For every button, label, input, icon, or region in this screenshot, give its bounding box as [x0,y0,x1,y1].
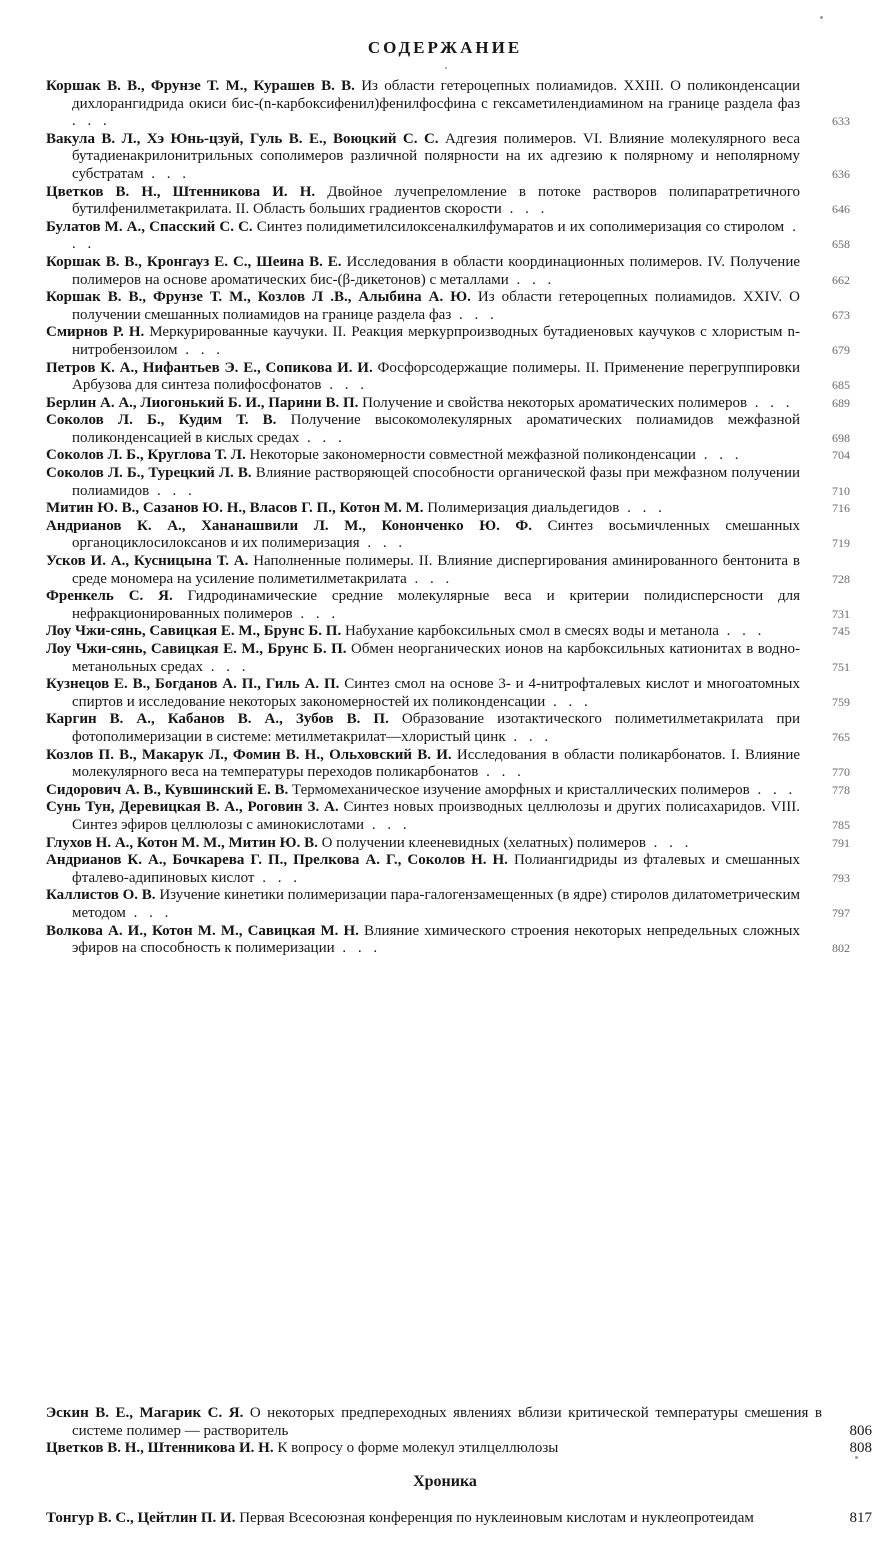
entry-authors: Эскин В. Е., Магарик С. Я. [46,1405,244,1421]
toc-entry [46,254,850,289]
entry-authors: Каллистов О. В. [46,887,156,904]
toc-entry-text [46,553,800,588]
entry-page-number: 791 [832,835,850,850]
toc-entry-text [46,324,800,359]
dot-leader: . . . [72,218,801,253]
entry-title: Получение и свойства некоторых ароматических полимеров [362,394,748,411]
dot-leader: . . . [406,570,454,587]
toc-entry-text [46,1510,822,1528]
entry-title: Исследования в области поликарбонатов. I. Влияние молекулярного веса на температуры переходов поликарбонатов [72,746,800,781]
dot-leader: . . . [321,377,368,394]
entry-authors: Соколов Л. Б., Кудим Т. В. [46,412,277,429]
toc-entry [46,360,850,395]
entry-page-number: 745 [832,624,850,639]
toc-entry [46,78,850,131]
entry-page-number: 716 [832,501,850,516]
toc-entry-text [46,887,800,922]
entry-page-number: 765 [832,729,850,744]
entry-page-number: 646 [832,202,850,217]
dot-leader: . . . [254,869,301,886]
entry-page-number: 689 [832,395,850,410]
toc-entry [46,1440,872,1458]
toc-entry [46,219,850,254]
entry-page-number: 658 [832,237,850,252]
entry-title: Набухание карбоксильных смол в смесях воды и метанола [344,623,719,640]
entry-authors: Цветков В. Н., Штенникова И. Н. [46,183,316,200]
toc-entry [46,184,850,219]
entry-title: О некоторых предпереходных явлениях вблизи критической температуры смешения в системе полимер — растворитель [72,1405,823,1439]
toc-entry-text [46,923,800,958]
toc-entry-text [46,78,800,131]
dot-leader: . . . [451,306,498,323]
toc-entry [46,395,850,413]
chronicle-heading: Хроника [413,1473,477,1490]
toc-entry-text [46,219,800,254]
letters-list [46,1405,872,1458]
toc-entry-text [46,835,800,853]
entry-title: Адгезия полимеров. VI. Влияние молекулярного веса бутадиенакрилонитрильных сополимеров различной полярности на их адгезию к полярному и неполярному субстратам [72,130,800,182]
toc-entry [46,289,850,324]
toc-entry-text [46,782,800,800]
toc-entry-text [46,254,800,289]
toc-entry-text [46,641,800,676]
entry-page-number: 636 [832,166,850,181]
toc-entry [46,747,850,782]
dot-leader: . . . [749,781,797,798]
entry-page-number: 728 [832,571,850,586]
entry-page-number: 778 [832,782,850,797]
entry-authors: Тонгур В. С., Цейтлин П. И. [46,1510,236,1526]
entry-authors: Булатов М. А., Спасский С. С. [46,218,253,235]
entry-title: Образование изотактического полиметилметакрилата при фотополимеризации в системе: метилметакрилат—хлористый цинк [72,711,801,745]
toc-entry [46,131,850,184]
dot-leader: . . . [718,623,766,640]
entry-authors: Соколов Л. Б., Круглова Т. Л. [46,447,246,464]
toc-entry [46,500,850,518]
toc-entry [46,852,850,887]
dot-leader: . . . [545,693,592,710]
dot-leader: . . . [478,764,525,781]
entry-authors: Усков И. А., Кусницына Т. А. [46,553,249,570]
entry-title: Некоторые закономерности совместной межфазной поликонденсации [249,447,696,464]
scan-speck [445,67,447,69]
dot-leader: . . . [501,201,549,218]
entry-title: Термомеханическое изучение аморфных и кристаллических полимеров [291,781,750,798]
entry-authors: Берлин А. А., Лиогонький Б. И., Парини В. П. [46,394,359,411]
page-title: СОДЕРЖАНИЕ [367,38,523,57]
toc-entry [46,412,850,447]
entry-authors: Андрианов К. А., Бочкарева Г. П., Прелкова А. Г., Соколов Н. Н. [46,852,508,869]
dot-leader: . . . [149,482,196,499]
entry-authors: Коршак В. В., Фрунзе Т. М., Курашев В. В. [46,78,355,94]
toc-entry [46,518,850,553]
entry-page-number: 751 [832,659,850,674]
toc-entry-text [46,184,800,219]
dot-leader: . . . [143,165,190,182]
entry-title: Обмен неорганических ионов на карбоксильных катионитах в водно-метанольных средах [72,641,800,675]
entry-page-number: 719 [832,536,850,551]
dot-leader: . . . [619,500,666,517]
entry-authors: Волкова А. И., Котон М. М., Савицкая М. Н. [46,922,359,939]
entry-page-number: 731 [832,606,850,621]
scan-speck [820,16,823,19]
toc-entry-text [46,360,800,395]
toc-entry [46,676,850,711]
entry-authors: Лоу Чжи-сянь, Савицкая Е. М., Брунс Б. П. [46,641,347,657]
dot-leader: . . . [747,394,794,411]
toc-entry-text [46,500,800,518]
entry-authors: Коршак В. В., Кронгауз Е. С., Шеина В. Е. [46,253,342,270]
toc-entry [46,465,850,500]
toc-entry [46,782,850,800]
entry-title: Фосфорсодержащие полимеры. II. Применение перегруппировки Арбузова для синтеза полифосфонатов [72,359,800,394]
toc-entry-text [46,518,800,553]
entry-page-number: 633 [832,114,850,129]
dot-leader: . . . [695,447,743,464]
entry-page-number: 759 [832,694,850,709]
dot-leader: . . . [177,341,224,358]
entry-title: Получение высокомолекулярных ароматических полиамидов межфазной поликонденсацией в кислых средах [72,412,800,446]
toc-entry-text [46,465,800,500]
entry-title: О получении клееневидных (хелатных) полимеров [321,834,646,851]
entry-page-number: 673 [832,307,850,322]
entry-title: Из области гетероцепных полиамидов. XXIV. О получении смешанных полиамидов на границе раздела фаз [72,289,801,323]
entry-page-number: 806 [849,1422,872,1439]
entry-page-number: 793 [832,870,850,885]
toc-entry [46,835,850,853]
toc-entry-text [46,623,800,641]
entry-title: Синтез восьмичленных смешанных органоциклосилоксанов и их полимеризация [72,517,800,552]
entry-authors: Митин Ю. В., Сазанов Ю. Н., Власов Г. П., Котон М. М. [46,500,424,517]
scan-speck [855,1456,858,1459]
entry-page-number: 662 [832,272,850,287]
toc-entry [46,447,850,465]
entry-title: Двойное лучепреломление в потоке растворов полипаратретичного бутилфенилметакрилата. II. Область больших градиентов скорости [72,183,800,218]
toc-entry [46,588,850,623]
entry-title: Синтез смол на основе 3- и 4-нитрофталевых кислот и многоатомных спиртов и исследование некоторых закономерностей их поликонденсации [72,676,801,710]
entry-page-number: 685 [832,378,850,393]
contents-list [46,78,850,958]
toc-entry [46,1405,872,1440]
entry-page-number: 808 [849,1440,872,1457]
entry-page-number: 679 [832,342,850,357]
entry-title: Влияние растворяющей способности органической фазы при межфазном получении полиамидов [72,465,801,499]
entry-title: К вопросу о форме молекул этилцеллюлозы [277,1440,559,1457]
entry-title: Первая Всесоюзная конференция по нуклеиновым кислотам и нуклеопротеидам [239,1510,754,1526]
entry-title: Полимеризация диальдегидов [427,500,620,517]
entry-authors: Лоу Чжи-сянь, Савицкая Е. М., Брунс Б. П. [46,623,342,640]
toc-entry [46,324,850,359]
toc-entry-text [46,1405,822,1440]
toc-entry [46,1510,872,1528]
entry-title: Синтез полидиметилсилоксеналкилфумаратов и их сополимеризация со стиролом [256,218,785,235]
entry-authors: Коршак В. В., Фрунзе Т. М., Козлов Л .В., Алыбина А. Ю. [46,289,471,306]
toc-entry-text [46,131,800,184]
entry-authors: Козлов П. В., Макарук Л., Фомин В. Н., Ольховский В. И. [46,746,452,763]
entry-authors: Френкель С. Я. [46,588,173,605]
entry-authors: Сунь Тун, Деревицкая В. А., Роговин З. А. [46,799,339,816]
dot-leader: . . . [645,834,693,851]
entry-page-number: 710 [832,483,850,498]
toc-entry-text [46,588,800,623]
dot-leader: . . . [334,940,382,957]
dot-leader: . . . [292,605,340,622]
toc-entry-text [46,1440,822,1458]
toc-entry [46,553,850,588]
dot-leader: . . . [202,658,250,675]
toc-entry-text [46,447,800,465]
entry-title: Наполненные полимеры. II. Влияние диспергирования аминированного бентонита в среде мономера на усиление полиметилметакрилата [72,553,800,587]
entry-authors: Андрианов К. А., Хананашвили Л. М., Кононченко Ю. Ф. [46,517,533,534]
toc-entry-text [46,289,800,324]
entry-title: Влияние химического строения некоторых непредельных сложных эфиров на способность к полимеризации [72,922,800,957]
dot-leader: . . . [299,429,346,446]
toc-entry [46,923,850,958]
entry-authors: Соколов Л. Б., Турецкий Л. В. [46,465,252,482]
toc-entry-text [46,395,800,413]
toc-entry-text [46,412,800,447]
entry-authors: Цветков В. Н., Штенникова И. Н. [46,1440,274,1457]
toc-entry-text [46,676,800,711]
entry-title: Гидродинамические средние молекулярные веса и критерии полидисперсности для нефракционированных полимеров [72,588,801,622]
dot-leader: . . . [125,904,173,921]
entry-page-number: 704 [832,448,850,463]
entry-page-number: 770 [832,765,850,780]
dot-leader: . . . [505,728,553,745]
toc-entry-text [46,799,800,834]
toc-entry [46,711,850,746]
entry-authors: Сидорович А. В., Кувшинский Е. В. [46,781,289,798]
toc-entry [46,623,850,641]
dot-leader: . . . [359,535,407,552]
toc-entry [46,641,850,676]
entry-authors: Вакула В. Л., Хэ Юнь-цзуй, Гуль В. Е., Воюцкий С. С. [46,130,439,147]
entry-title: Меркурированные каучуки. II. Реакция меркурпроизводных бутадиеновых каучуков с хлористым n-нитробензоилом [72,324,801,358]
entry-authors: Смирнов Р. Н. [46,324,145,341]
chronicle-list [46,1510,872,1528]
toc-entry [46,799,850,834]
entry-title: Из области гетероцепных полиамидов. XXIII. О поликонденсации дихлорангидрида окиси бис-(n-карбоксифенил)фенилфосфина с гексаметилендиамином на границе раздела фаз [72,78,800,112]
entry-page-number: 797 [832,905,850,920]
entry-title: Исследования в области координационных полимеров. IV. Получение полимеров на основе ароматических бис-(β-дикетонов) с металлами [72,253,800,288]
toc-entry-text [46,747,800,782]
entry-title: Синтез новых производных целлюлозы и других полисахаридов. VIII. Синтез эфиров целлюлозы с аминокислотами [72,799,801,833]
dot-leader: . . . [364,816,411,833]
toc-entry-text [46,711,800,746]
entry-authors: Кузнецов Е. В., Богданов А. П., Гиль А. П. [46,676,340,693]
entry-page-number: 817 [849,1510,872,1526]
entry-page-number: 785 [832,817,850,832]
entry-page-number: 802 [832,941,850,956]
entry-authors: Петров К. А., Нифантьев Э. Е., Сопикова И. И. [46,359,373,376]
entry-authors: Каргин В. А., Кабанов В. А., Зубов В. П. [46,711,389,728]
entry-page-number: 698 [832,430,850,445]
entry-authors: Глухов Н. А., Котон М. М., Митин Ю. В. [46,834,318,851]
toc-entry-text [46,852,800,887]
toc-entry [46,887,850,922]
dot-leader: . . . [72,113,111,130]
entry-title: Полиангидриды из фталевых и смешанных фталево-адипиновых кислот [72,852,801,886]
entry-title: Изучение кинетики полимеризации пара-галогензамещенных (в ядре) стиролов дилатометрическим методом [72,887,800,921]
dot-leader: . . . [508,271,556,288]
